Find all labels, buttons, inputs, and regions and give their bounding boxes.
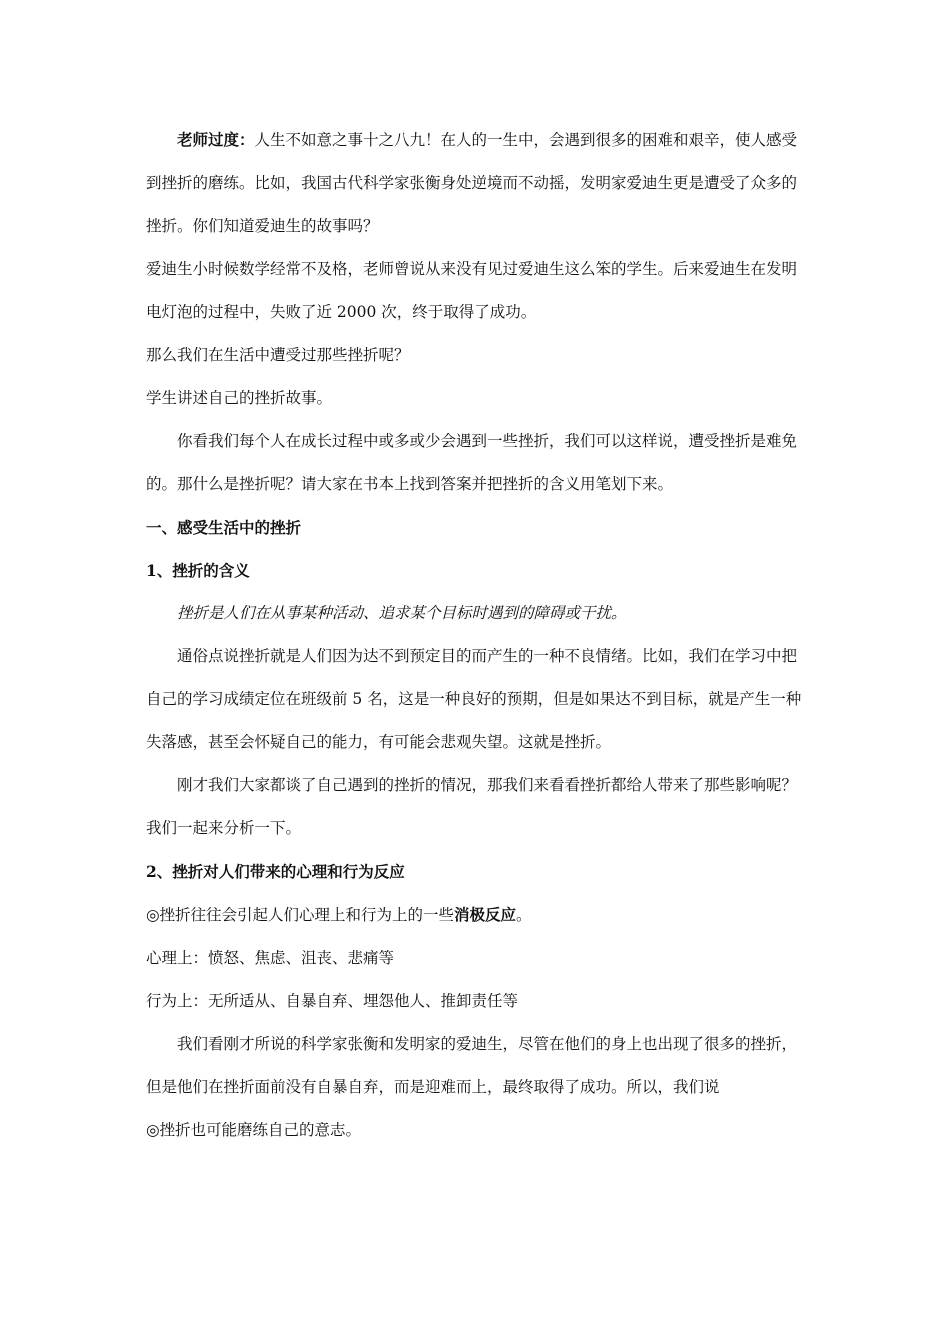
psychological-reactions: 心理上：愤怒、焦虑、沮丧、悲痛等	[146, 949, 395, 967]
transition-paragraph: 刚才我们大家都谈了自己遇到的挫折的情况，那我们来看看挫折都给人带来了那些影响呢？我们一起来分析一下。	[146, 776, 798, 837]
will-training-point: ◎挫折也可能磨练自己的意志。	[146, 1121, 362, 1139]
subsection-heading-reactions: 2、挫折对人们带来的心理和行为反应	[146, 862, 405, 881]
scientists-example-paragraph: 我们看刚才所说的科学家张衡和发明家的爱迪生，尽管在他们的身上也出现了很多的挫折，但是他们在挫折面前没有自暴自弃，而是迎难而上，最终取得了成功。所以，我们说	[146, 1035, 798, 1096]
subsection-heading-meaning: 1、挫折的含义	[146, 561, 250, 580]
frustration-definition: 挫折是人们在从事某种活动、追求某个目标时遇到的障碍或干扰。	[177, 604, 627, 622]
plain-explanation-paragraph: 通俗点说挫折就是人们因为达不到预定目的而产生的一种不良情绪。比如，我们在学习中把自己的学习成绩定位在班级前 5 名，这是一种良好的预期，但是如果达不到目标，就是产生一种失落感，甚至会怀疑自己的能力，有可能会悲观失望。这就是挫折。	[146, 647, 802, 751]
teacher-transition-label: 老师过度：	[177, 130, 255, 149]
teacher-transition-text: 人生不如意之事十之八九！在人的一生中，会遇到很多的困难和艰辛，使人感受到挫折的磨练。比如，我国古代科学家张衡身处逆境而不动摇，发明家爱迪生更是遭受了众多的挫折。你们知道爱迪生的故事吗？	[146, 131, 798, 235]
document-body	[146, 118, 806, 1152]
section-heading-1: 一、感受生活中的挫折	[146, 518, 302, 537]
behavioral-reactions: 行为上：无所适从、自暴自弃、埋怨他人、推卸责任等	[146, 992, 519, 1010]
point-prefix: ◎挫折往往会引起人们心理上和行为上的一些	[146, 906, 455, 924]
frustration-intro-paragraph: 你看我们每个人在成长过程中或多或少会遇到一些挫折，我们可以这样说，遭受挫折是难免的。那什么是挫折呢？请大家在书本上找到答案并把挫折的含义用笔划下来。	[146, 432, 798, 493]
question-paragraph: 那么我们在生活中遭受过那些挫折呢？	[146, 346, 410, 364]
edison-story-paragraph: 爱迪生小时候数学经常不及格，老师曾说从来没有见过爱迪生这么笨的学生。后来爱迪生在发明电灯泡的过程中，失败了近 2000 次，终于取得了成功。	[146, 260, 798, 321]
student-activity-paragraph: 学生讲述自己的挫折故事。	[146, 389, 333, 407]
negative-reaction-point	[146, 893, 806, 937]
teacher-transition-paragraph	[146, 118, 806, 248]
point-bold-term: 消极反应	[454, 905, 517, 924]
point-suffix: 。	[516, 906, 532, 924]
